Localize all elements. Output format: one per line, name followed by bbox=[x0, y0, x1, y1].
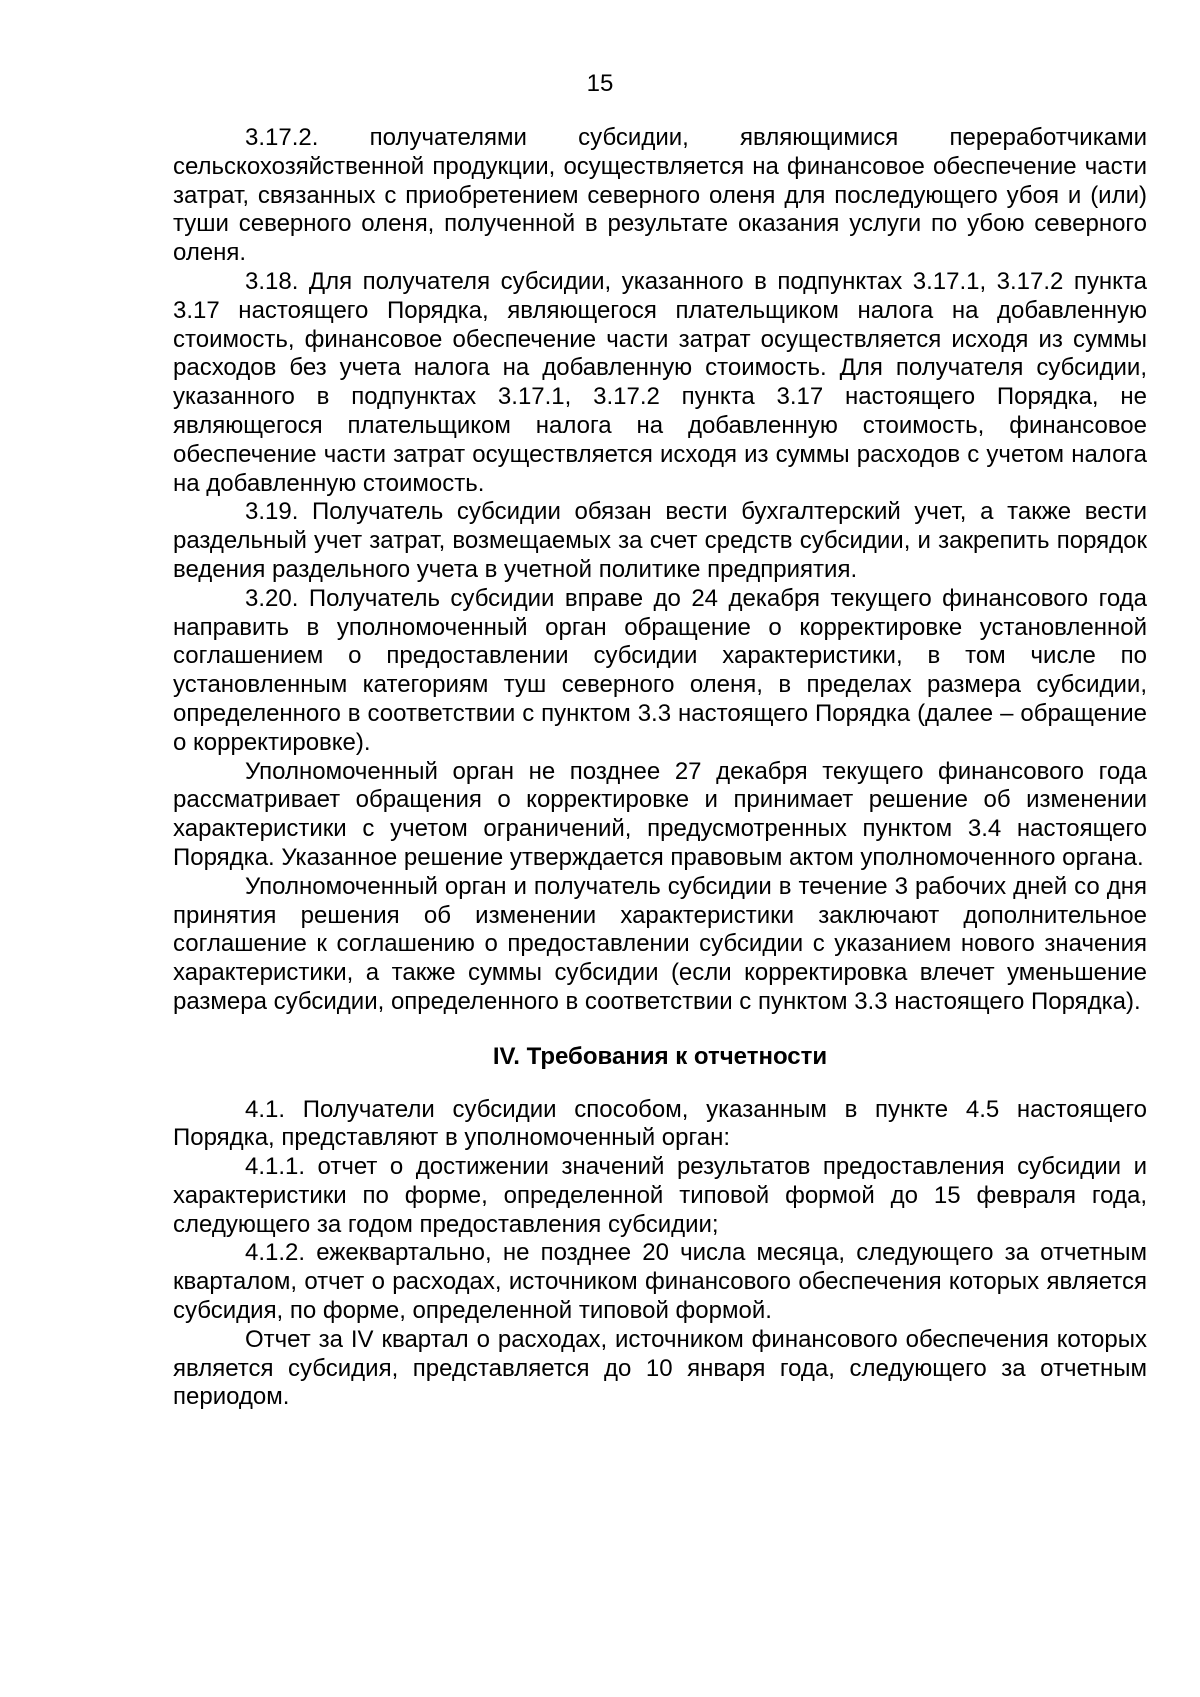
paragraph-4-1: 4.1. Получатели субсидии способом, указанным в пункте 4.5 настоящего Порядка, представляют в уполномоченный орган: bbox=[173, 1095, 1147, 1152]
section-heading: IV. Требования к отчетности bbox=[492, 1042, 828, 1070]
paragraph-4-1-1: 4.1.1. отчет о достижении значений результатов предоставления субсидии и характеристики по форме, определенной типовой формой до 15 февраля года, следующего за годом предоставления субсидии; bbox=[173, 1153, 1147, 1238]
paragraph-review-deadline: Уполномоченный орган не позднее 27 декабря текущего финансового года рассматривает обращения о корректировке и принимает решение об изменении характеристики с учетом ограничений, предусмотренных пунктом 3.4 настоящего Порядка. Указанное решение утверждается правовым актом уполномоченного органа. bbox=[173, 757, 1147, 871]
paragraph-3-19: 3.19. Получатель субсидии обязан вести бухгалтерский учет, а также вести раздельный учет затрат, возмещаемых за счет средств субсидии, и закрепить порядок ведения раздельного учета в учетной политике предприятия. bbox=[173, 498, 1147, 583]
paragraph-additional-agreement: Уполномоченный орган и получатель субсидии в течение 3 рабочих дней со дня принятия решения об изменении характеристики заключают дополнительное соглашение к соглашению о предоставлении субсидии с указанием нового значения характеристики, а также суммы субсидии (если корректировка влечет уменьшение размера субсидии, определенного в соответствии с пунктом 3.3 настоящего Порядка). bbox=[173, 872, 1147, 1015]
paragraph-4-1-2: 4.1.2. ежеквартально, не позднее 20 числа месяца, следующего за отчетным кварталом, отчет о расходах, источником финансового обеспечения которых является субсидия, по форме, определенной типовой формой. bbox=[173, 1239, 1147, 1325]
document-body bbox=[173, 124, 1147, 1412]
paragraph-3-17-2: 3.17.2. получателями субсидии, являющимися переработчиками сельскохозяйственной продукции, осуществляется на финансовое обеспечение части затрат, связанных с приобретением северного оленя для последующего убоя и (или) туши северного оленя, полученной в результате оказания услуги по убою северного оленя. bbox=[173, 124, 1147, 267]
paragraph-3-20: 3.20. Получатель субсидии вправе до 24 декабря текущего финансового года направить в уполномоченный орган обращение о корректировке установленной соглашением о предоставлении субсидии характеристики, в том числе по установленным категориям туш северного оленя, в пределах размера субсидии, определенного в соответствии с пунктом 3.3 настоящего Порядка (далее – обращение о корректировке). bbox=[173, 584, 1147, 756]
paragraph-q4-report: Отчет за IV квартал о расходах, источником финансового обеспечения которых является субсидия, представляется до 10 января года, следующего за отчетным периодом. bbox=[173, 1325, 1147, 1411]
page-number: 15 bbox=[586, 70, 614, 97]
paragraph-3-18: 3.18. Для получателя субсидии, указанного в подпунктах 3.17.1, 3.17.2 пункта 3.17 настоящего Порядка, являющегося плательщиком налога на добавленную стоимость, финансовое обеспечение части затрат осуществляется исходя из суммы расходов без учета налога на добавленную стоимость. Для получателя субсидии, указанного в подпунктах 3.17.1, 3.17.2 пункта 3.17 настоящего Порядка, не являющегося плательщиком налога на добавленную стоимость, финансовое обеспечение части затрат осуществляется исходя из суммы расходов с учетом налога на добавленную стоимость. bbox=[173, 267, 1147, 497]
